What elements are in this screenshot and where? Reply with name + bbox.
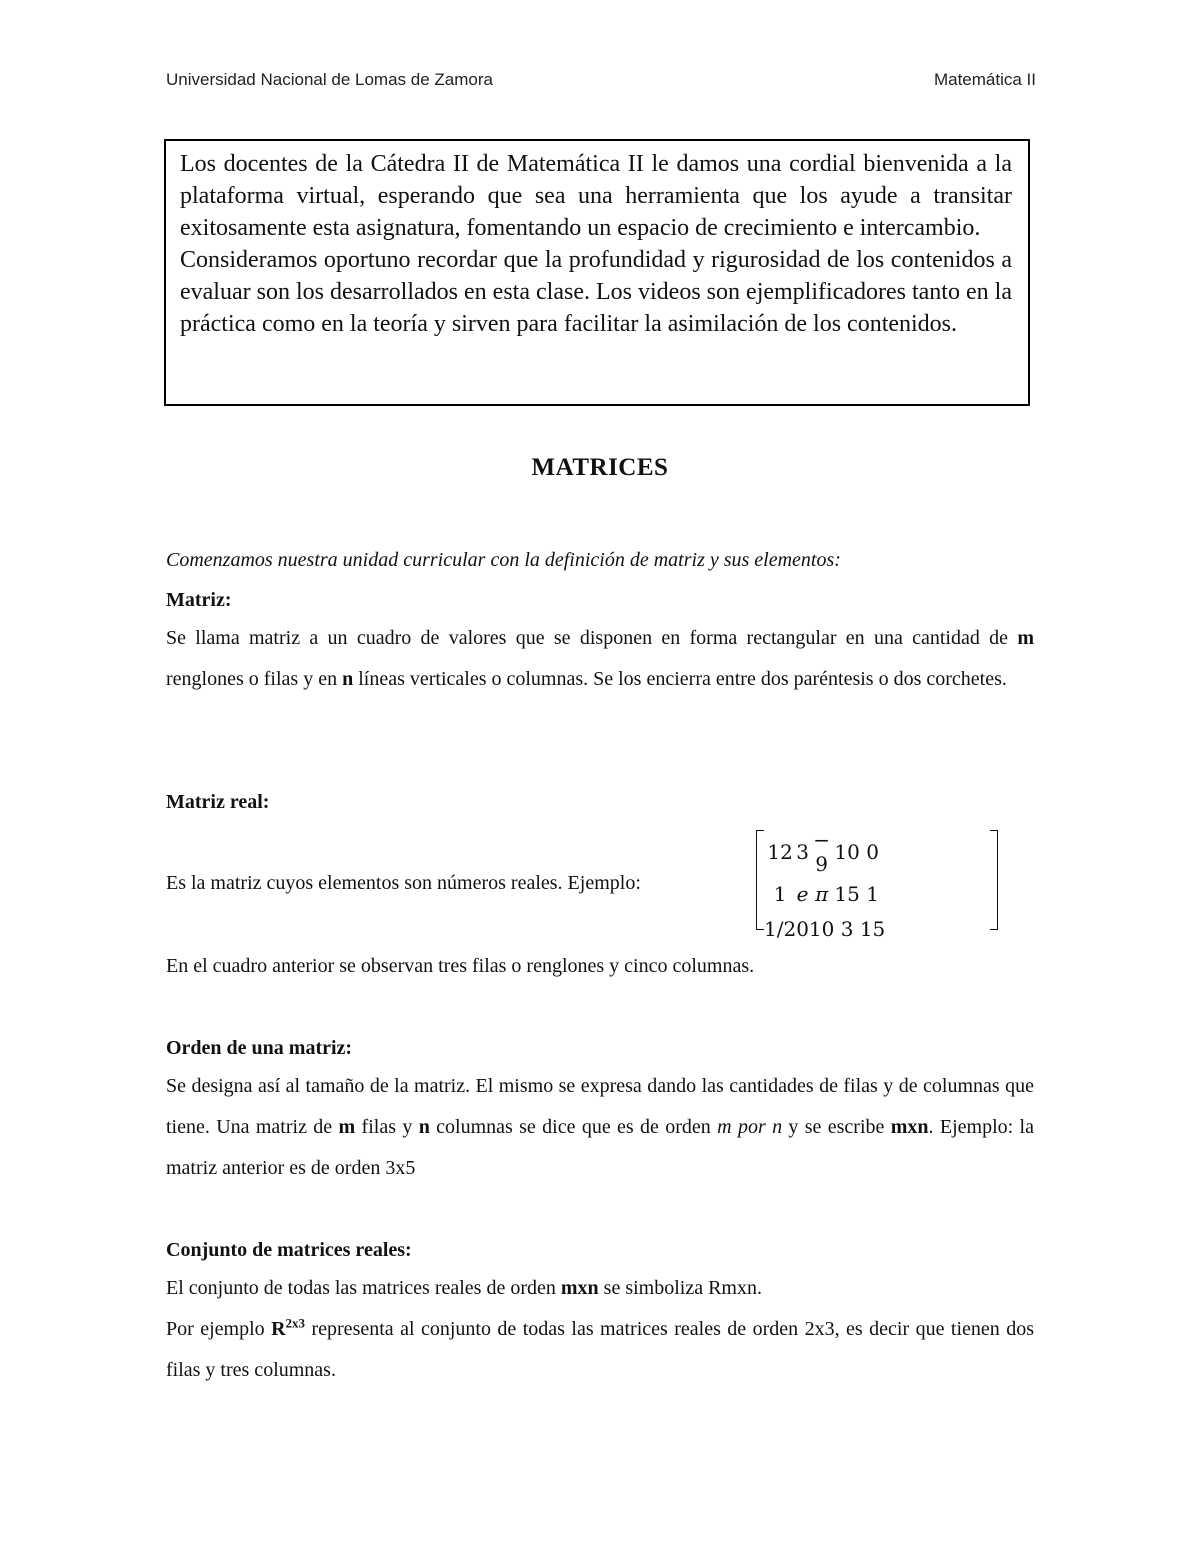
orden-text-5: . Ejemplo: la matriz anterior es de orden 3x5 — [166, 1116, 1034, 1179]
conjunto-text-1: El conjunto de todas las matrices reales de orden — [166, 1277, 561, 1299]
page-header — [166, 70, 1036, 96]
matrix-cell: 3 — [796, 840, 809, 864]
matrix-cell: 0 — [796, 916, 809, 941]
matriz-heading: Matriz: — [166, 589, 232, 611]
page-title: MATRICES — [531, 454, 669, 481]
matrix-cell: 15 — [859, 916, 886, 941]
orden-text-3: columnas se dice que es de orden — [429, 1116, 718, 1138]
conjunto-text-4: representa al conjunto de todas las matrices reales de orden 2x3, es decir que tienen dos filas y tres columnas. — [166, 1318, 1034, 1381]
orden-definition — [166, 1066, 1034, 1189]
matrix-cell: 3 — [840, 916, 854, 941]
left-bracket — [756, 830, 764, 930]
header-university: Universidad Nacional de Lomas de Zamora — [166, 70, 493, 89]
matriz-text-3: líneas verticales o columnas. Se los encierra entre dos paréntesis o dos corchetes. — [353, 668, 1007, 690]
matrix-cell: 15 — [834, 881, 860, 906]
conjunto-text-3: Por ejemplo — [166, 1318, 272, 1340]
matrix-cell: − 9 — [813, 828, 831, 876]
matrix-row — [764, 911, 885, 946]
matrix-cell: 1 — [773, 881, 787, 906]
matriz-real-after: En el cuadro anterior se observan tres filas o renglones y cinco columnas. — [166, 955, 755, 977]
matriz-n: n — [342, 668, 354, 690]
orden-mxn: mxn — [890, 1116, 929, 1138]
conjunto-heading: Conjunto de matrices reales: — [166, 1239, 412, 1261]
orden-m: m — [338, 1116, 356, 1138]
matrix-cell: e — [796, 881, 809, 906]
welcome-paragraph-2: Consideramos oportuno recordar que la profundidad y rigurosidad de los contenidos a evaluar son los desarrollados en esta clase. Los videos son ejemplificadores tanto en la práctica como en la teoría y sirven para facilitar la asimilación de los contenidos. — [180, 247, 1012, 337]
matriz-real-label: Es la matriz cuyos elementos son números reales. Ejemplo: — [166, 872, 641, 894]
intro-text: Comenzamos nuestra unidad curricular con la definición de matriz y sus elementos: — [166, 549, 841, 571]
matrix-cell: 10 — [808, 916, 835, 941]
right-bracket — [990, 830, 998, 930]
matriz-text-1: Se llama matriz a un cuadro de valores que se disponen en forma rectangular en una cantidad de — [166, 627, 1018, 649]
conjunto-superscript: 2x3 — [285, 1315, 306, 1331]
matrix-cell: 12 — [767, 840, 793, 864]
matrix-row — [764, 828, 885, 876]
conjunto-mxn: mxn — [560, 1277, 599, 1299]
conjunto-text-2: se simboliza Rmxn. — [598, 1277, 762, 1299]
welcome-box — [164, 139, 1030, 406]
orden-text-2: filas y — [355, 1116, 419, 1138]
matrix-row — [764, 876, 885, 911]
orden-heading: Orden de una matriz: — [166, 1037, 353, 1059]
orden-text-1: Se designa así al tamaño de la matriz. El mismo se expresa dando las cantidades de filas y de columnas que tiene. Una matriz de — [166, 1075, 1034, 1138]
matriz-m: m — [1017, 627, 1034, 649]
matriz-text-2: renglones o filas y en — [166, 668, 343, 690]
welcome-paragraph-1: Los docentes de la Cátedra II de Matemática II le damos una cordial bienvenida a la plataforma virtual, esperando que sea una herramienta que los ayude a transitar exitosamente esta asignatura, fomentando un espacio de crecimiento e intercambio. — [180, 151, 1012, 241]
header-course: Matemática II — [933, 70, 1036, 89]
matrix-cell: 10 — [834, 840, 860, 864]
matrix-table — [764, 828, 885, 946]
matrix-cell: 1/2 — [764, 916, 797, 941]
conjunto-line-2 — [166, 1309, 1034, 1391]
matriz-real-heading: Matriz real: — [166, 791, 270, 813]
matrix-cell: 1 — [866, 881, 879, 906]
orden-m-por-n: m por n — [717, 1116, 783, 1138]
matrix-cell: 0 — [866, 840, 879, 864]
conjunto-line-1 — [166, 1268, 1034, 1309]
orden-n: n — [418, 1116, 430, 1138]
matrix-example-row — [166, 828, 1034, 941]
conjunto-R: R — [271, 1318, 286, 1340]
matriz-definition — [166, 618, 1034, 700]
orden-text-4: y se escribe — [782, 1116, 891, 1138]
matrix-cell: π — [815, 881, 829, 906]
